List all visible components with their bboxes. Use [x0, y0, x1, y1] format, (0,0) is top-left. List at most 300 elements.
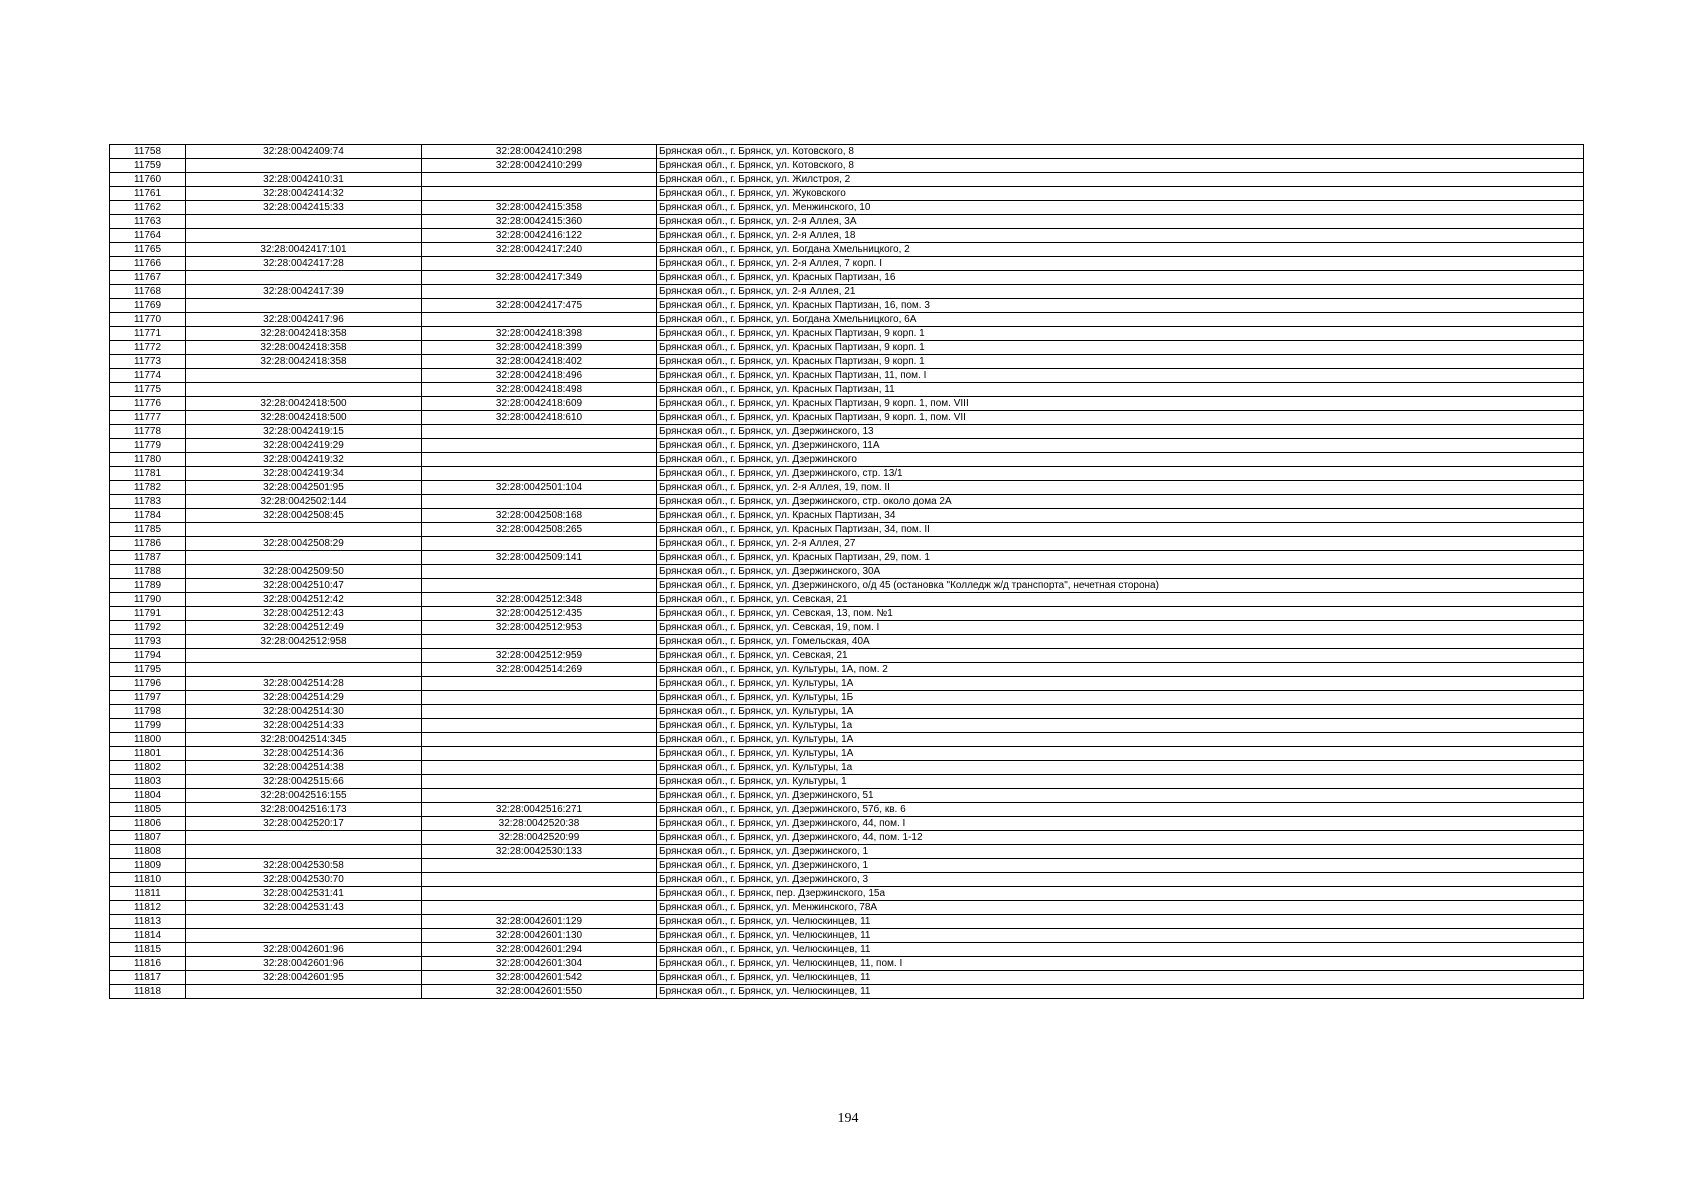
- table-row: [110, 187, 1584, 201]
- table-row: [110, 271, 1584, 285]
- parcel-number-cell: 32:28:0042417:28: [186, 257, 422, 271]
- table-row: [110, 551, 1584, 565]
- table-row: [110, 341, 1584, 355]
- object-number-cell: 32:28:0042512:435: [422, 607, 657, 621]
- table-row: [110, 383, 1584, 397]
- row-number-cell: 11794: [110, 649, 186, 663]
- parcel-number-cell: 32:28:0042530:70: [186, 873, 422, 887]
- parcel-number-cell: 32:28:0042509:50: [186, 565, 422, 579]
- address-cell: Брянская обл., г. Брянск, ул. Красных Партизан, 9 корп. 1, пом. VII: [657, 411, 1584, 425]
- object-number-cell: [422, 761, 657, 775]
- row-number-cell: 11769: [110, 299, 186, 313]
- address-cell: Брянская обл., г. Брянск, ул. Красных Партизан, 16: [657, 271, 1584, 285]
- parcel-number-cell: [186, 929, 422, 943]
- row-number-cell: 11771: [110, 327, 186, 341]
- address-cell: Брянская обл., г. Брянск, ул. Красных Партизан, 9 корп. 1: [657, 355, 1584, 369]
- address-cell: Брянская обл., г. Брянск, ул. Красных Партизан, 9 корп. 1: [657, 341, 1584, 355]
- row-number-cell: 11799: [110, 719, 186, 733]
- parcel-number-cell: [186, 215, 422, 229]
- object-number-cell: 32:28:0042418:609: [422, 397, 657, 411]
- row-number-cell: 11808: [110, 845, 186, 859]
- table-row: [110, 747, 1584, 761]
- object-number-cell: 32:28:0042418:610: [422, 411, 657, 425]
- address-cell: Брянская обл., г. Брянск, ул. Красных Партизан, 11, пом. I: [657, 369, 1584, 383]
- object-number-cell: [422, 789, 657, 803]
- table-row: [110, 593, 1584, 607]
- row-number-cell: 11816: [110, 957, 186, 971]
- object-number-cell: 32:28:0042530:133: [422, 845, 657, 859]
- address-cell: Брянская обл., г. Брянск, ул. Дзержинского, 11А: [657, 439, 1584, 453]
- page-number: 194: [837, 1111, 859, 1126]
- table-row: [110, 215, 1584, 229]
- object-number-cell: [422, 439, 657, 453]
- parcel-number-cell: [186, 159, 422, 173]
- table-row: [110, 635, 1584, 649]
- table-row: [110, 229, 1584, 243]
- table-row: [110, 663, 1584, 677]
- object-number-cell: 32:28:0042417:349: [422, 271, 657, 285]
- address-cell: Брянская обл., г. Брянск, ул. Красных Партизан, 34: [657, 509, 1584, 523]
- parcel-number-cell: 32:28:0042418:500: [186, 397, 422, 411]
- object-number-cell: 32:28:0042418:398: [422, 327, 657, 341]
- object-number-cell: 32:28:0042514:269: [422, 663, 657, 677]
- parcel-number-cell: 32:28:0042514:30: [186, 705, 422, 719]
- parcel-number-cell: 32:28:0042601:96: [186, 957, 422, 971]
- row-number-cell: 11807: [110, 831, 186, 845]
- row-number-cell: 11812: [110, 901, 186, 915]
- address-cell: Брянская обл., г. Брянск, ул. Дзержинского, 57б, кв. 6: [657, 803, 1584, 817]
- address-cell: Брянская обл., г. Брянск, ул. Богдана Хмельницкого, 6А: [657, 313, 1584, 327]
- row-number-cell: 11805: [110, 803, 186, 817]
- row-number-cell: 11773: [110, 355, 186, 369]
- table-row: [110, 887, 1584, 901]
- parcel-number-cell: 32:28:0042508:29: [186, 537, 422, 551]
- table-row: [110, 509, 1584, 523]
- object-number-cell: [422, 313, 657, 327]
- parcel-number-cell: [186, 845, 422, 859]
- object-number-cell: 32:28:0042601:130: [422, 929, 657, 943]
- address-cell: Брянская обл., г. Брянск, ул. Менжинского, 10: [657, 201, 1584, 215]
- parcel-number-cell: 32:28:0042514:345: [186, 733, 422, 747]
- object-number-cell: 32:28:0042601:129: [422, 915, 657, 929]
- parcel-number-cell: 32:28:0042516:155: [186, 789, 422, 803]
- row-number-cell: 11789: [110, 579, 186, 593]
- parcel-number-cell: 32:28:0042419:15: [186, 425, 422, 439]
- row-number-cell: 11815: [110, 943, 186, 957]
- object-number-cell: [422, 887, 657, 901]
- object-number-cell: 32:28:0042417:240: [422, 243, 657, 257]
- address-cell: Брянская обл., г. Брянск, ул. Красных Партизан, 16, пом. 3: [657, 299, 1584, 313]
- address-cell: Брянская обл., г. Брянск, ул. Челюскинцев, 11: [657, 915, 1584, 929]
- object-number-cell: 32:28:0042418:399: [422, 341, 657, 355]
- object-number-cell: [422, 901, 657, 915]
- address-cell: Брянская обл., г. Брянск, ул. Красных Партизан, 11: [657, 383, 1584, 397]
- object-number-cell: [422, 425, 657, 439]
- address-cell: Брянская обл., г. Брянск, ул. 2-я Аллея, 21: [657, 285, 1584, 299]
- object-number-cell: 32:28:0042601:550: [422, 985, 657, 999]
- parcel-number-cell: 32:28:0042418:358: [186, 341, 422, 355]
- object-number-cell: 32:28:0042418:496: [422, 369, 657, 383]
- address-cell: Брянская обл., г. Брянск, ул. Дзержинского, 44, пом. I: [657, 817, 1584, 831]
- parcel-number-cell: 32:28:0042516:173: [186, 803, 422, 817]
- object-number-cell: 32:28:0042601:304: [422, 957, 657, 971]
- address-cell: Брянская обл., г. Брянск, ул. Дзержинского: [657, 453, 1584, 467]
- row-number-cell: 11776: [110, 397, 186, 411]
- object-number-cell: 32:28:0042601:542: [422, 971, 657, 985]
- object-number-cell: [422, 705, 657, 719]
- row-number-cell: 11796: [110, 677, 186, 691]
- parcel-number-cell: [186, 271, 422, 285]
- parcel-number-cell: 32:28:0042410:31: [186, 173, 422, 187]
- parcel-number-cell: 32:28:0042530:58: [186, 859, 422, 873]
- row-number-cell: 11767: [110, 271, 186, 285]
- object-number-cell: 32:28:0042516:271: [422, 803, 657, 817]
- object-number-cell: [422, 635, 657, 649]
- parcel-number-cell: 32:28:0042501:95: [186, 481, 422, 495]
- row-number-cell: 11764: [110, 229, 186, 243]
- row-number-cell: 11786: [110, 537, 186, 551]
- row-number-cell: 11761: [110, 187, 186, 201]
- parcel-number-cell: 32:28:0042418:358: [186, 355, 422, 369]
- table-row: [110, 677, 1584, 691]
- object-number-cell: 32:28:0042508:265: [422, 523, 657, 537]
- object-number-cell: [422, 537, 657, 551]
- object-number-cell: 32:28:0042512:953: [422, 621, 657, 635]
- address-cell: Брянская обл., г. Брянск, ул. Культуры, 1а: [657, 761, 1584, 775]
- row-number-cell: 11795: [110, 663, 186, 677]
- parcel-number-cell: 32:28:0042512:49: [186, 621, 422, 635]
- row-number-cell: 11760: [110, 173, 186, 187]
- table-row: [110, 803, 1584, 817]
- row-number-cell: 11811: [110, 887, 186, 901]
- row-number-cell: 11788: [110, 565, 186, 579]
- address-cell: Брянская обл., г. Брянск, ул. Жуковского: [657, 187, 1584, 201]
- address-cell: Брянская обл., г. Брянск, ул. 2-я Аллея, 3А: [657, 215, 1584, 229]
- table-row: [110, 565, 1584, 579]
- table-row: [110, 761, 1584, 775]
- row-number-cell: 11804: [110, 789, 186, 803]
- row-number-cell: 11817: [110, 971, 186, 985]
- address-cell: Брянская обл., г. Брянск, ул. Челюскинцев, 11: [657, 929, 1584, 943]
- object-number-cell: [422, 677, 657, 691]
- object-number-cell: [422, 859, 657, 873]
- parcel-number-cell: 32:28:0042419:29: [186, 439, 422, 453]
- address-cell: Брянская обл., г. Брянск, ул. 2-я Аллея, 7 корп. I: [657, 257, 1584, 271]
- table-row: [110, 523, 1584, 537]
- row-number-cell: 11758: [110, 145, 186, 159]
- row-number-cell: 11777: [110, 411, 186, 425]
- parcel-number-cell: [186, 985, 422, 999]
- parcel-number-cell: [186, 663, 422, 677]
- object-number-cell: [422, 173, 657, 187]
- table-row: [110, 789, 1584, 803]
- row-number-cell: 11800: [110, 733, 186, 747]
- row-number-cell: 11793: [110, 635, 186, 649]
- address-cell: Брянская обл., г. Брянск, ул. Культуры, 1А: [657, 747, 1584, 761]
- table-row: [110, 579, 1584, 593]
- parcel-number-cell: 32:28:0042419:32: [186, 453, 422, 467]
- parcel-number-cell: [186, 831, 422, 845]
- address-cell: Брянская обл., г. Брянск, ул. Дзержинского, стр. около дома 2А: [657, 495, 1584, 509]
- object-number-cell: 32:28:0042520:99: [422, 831, 657, 845]
- address-cell: Брянская обл., г. Брянск, ул. Культуры, 1Б: [657, 691, 1584, 705]
- object-number-cell: 32:28:0042601:294: [422, 943, 657, 957]
- address-cell: Брянская обл., г. Брянск, ул. Дзержинского, стр. 13/1: [657, 467, 1584, 481]
- table-row: [110, 733, 1584, 747]
- row-number-cell: 11797: [110, 691, 186, 705]
- row-number-cell: 11791: [110, 607, 186, 621]
- object-number-cell: [422, 775, 657, 789]
- object-number-cell: 32:28:0042512:348: [422, 593, 657, 607]
- parcel-number-cell: 32:28:0042514:33: [186, 719, 422, 733]
- object-number-cell: [422, 873, 657, 887]
- table-row: [110, 439, 1584, 453]
- address-cell: Брянская обл., г. Брянск, ул. Культуры, 1А: [657, 677, 1584, 691]
- row-number-cell: 11790: [110, 593, 186, 607]
- parcel-number-cell: 32:28:0042512:43: [186, 607, 422, 621]
- table-row: [110, 719, 1584, 733]
- row-number-cell: 11818: [110, 985, 186, 999]
- address-cell: Брянская обл., г. Брянск, ул. Дзержинского, 51: [657, 789, 1584, 803]
- parcel-number-cell: 32:28:0042531:41: [186, 887, 422, 901]
- parcel-number-cell: 32:28:0042415:33: [186, 201, 422, 215]
- address-cell: Брянская обл., г. Брянск, ул. Челюскинцев, 11: [657, 971, 1584, 985]
- address-cell: Брянская обл., г. Брянск, ул. Культуры, 1: [657, 775, 1584, 789]
- table-row: [110, 915, 1584, 929]
- parcel-number-cell: [186, 649, 422, 663]
- address-cell: Брянская обл., г. Брянск, ул. Челюскинцев, 11: [657, 985, 1584, 999]
- address-cell: Брянская обл., г. Брянск, ул. Котовского, 8: [657, 159, 1584, 173]
- row-number-cell: 11798: [110, 705, 186, 719]
- address-cell: Брянская обл., г. Брянск, ул. Севская, 19, пом. I: [657, 621, 1584, 635]
- object-number-cell: [422, 257, 657, 271]
- row-number-cell: 11801: [110, 747, 186, 761]
- row-number-cell: 11763: [110, 215, 186, 229]
- address-cell: Брянская обл., г. Брянск, ул. Красных Партизан, 9 корп. 1: [657, 327, 1584, 341]
- row-number-cell: 11762: [110, 201, 186, 215]
- object-number-cell: 32:28:0042416:122: [422, 229, 657, 243]
- parcel-number-cell: 32:28:0042601:95: [186, 971, 422, 985]
- parcel-number-cell: 32:28:0042514:28: [186, 677, 422, 691]
- row-number-cell: 11765: [110, 243, 186, 257]
- row-number-cell: 11785: [110, 523, 186, 537]
- address-cell: Брянская обл., г. Брянск, ул. Дзержинского, 1: [657, 845, 1584, 859]
- table-row: [110, 201, 1584, 215]
- address-cell: Брянская обл., г. Брянск, ул. Культуры, 1А: [657, 733, 1584, 747]
- object-number-cell: 32:28:0042415:358: [422, 201, 657, 215]
- parcel-number-cell: 32:28:0042508:45: [186, 509, 422, 523]
- table-row: [110, 859, 1584, 873]
- object-number-cell: [422, 691, 657, 705]
- address-cell: Брянская обл., г. Брянск, ул. Жилстроя, 2: [657, 173, 1584, 187]
- parcel-number-cell: 32:28:0042414:32: [186, 187, 422, 201]
- address-cell: Брянская обл., г. Брянск, ул. Котовского, 8: [657, 145, 1584, 159]
- parcel-number-cell: 32:28:0042418:500: [186, 411, 422, 425]
- object-number-cell: [422, 467, 657, 481]
- table-row: [110, 145, 1584, 159]
- parcel-number-cell: [186, 383, 422, 397]
- parcel-number-cell: 32:28:0042514:38: [186, 761, 422, 775]
- object-number-cell: 32:28:0042415:360: [422, 215, 657, 229]
- object-number-cell: 32:28:0042520:38: [422, 817, 657, 831]
- address-cell: Брянская обл., г. Брянск, ул. Богдана Хмельницкого, 2: [657, 243, 1584, 257]
- cadastral-table: [109, 144, 1584, 999]
- row-number-cell: 11779: [110, 439, 186, 453]
- parcel-number-cell: 32:28:0042419:34: [186, 467, 422, 481]
- row-number-cell: 11810: [110, 873, 186, 887]
- parcel-number-cell: 32:28:0042409:74: [186, 145, 422, 159]
- parcel-number-cell: [186, 299, 422, 313]
- object-number-cell: 32:28:0042410:298: [422, 145, 657, 159]
- address-cell: Брянская обл., г. Брянск, ул. Челюскинцев, 11, пом. I: [657, 957, 1584, 971]
- table-row: [110, 257, 1584, 271]
- address-cell: Брянская обл., г. Брянск, ул. 2-я Аллея, 19, пом. II: [657, 481, 1584, 495]
- object-number-cell: [422, 719, 657, 733]
- parcel-number-cell: [186, 551, 422, 565]
- object-number-cell: 32:28:0042417:475: [422, 299, 657, 313]
- row-number-cell: 11766: [110, 257, 186, 271]
- object-number-cell: 32:28:0042410:299: [422, 159, 657, 173]
- table-row: [110, 537, 1584, 551]
- parcel-number-cell: 32:28:0042512:958: [186, 635, 422, 649]
- row-number-cell: 11813: [110, 915, 186, 929]
- table-row: [110, 453, 1584, 467]
- parcel-number-cell: 32:28:0042417:96: [186, 313, 422, 327]
- row-number-cell: 11774: [110, 369, 186, 383]
- object-number-cell: 32:28:0042512:959: [422, 649, 657, 663]
- address-cell: Брянская обл., г. Брянск, ул. Севская, 21: [657, 649, 1584, 663]
- row-number-cell: 11802: [110, 761, 186, 775]
- table-row: [110, 775, 1584, 789]
- table-row: [110, 467, 1584, 481]
- table-row: [110, 159, 1584, 173]
- table-body: [110, 145, 1584, 999]
- address-cell: Брянская обл., г. Брянск, ул. Дзержинского, 3: [657, 873, 1584, 887]
- parcel-number-cell: 32:28:0042514:36: [186, 747, 422, 761]
- table-row: [110, 285, 1584, 299]
- row-number-cell: 11770: [110, 313, 186, 327]
- object-number-cell: [422, 747, 657, 761]
- row-number-cell: 11775: [110, 383, 186, 397]
- object-number-cell: 32:28:0042508:168: [422, 509, 657, 523]
- address-cell: Брянская обл., г. Брянск, ул. Культуры, 1А, пом. 2: [657, 663, 1584, 677]
- row-number-cell: 11787: [110, 551, 186, 565]
- parcel-number-cell: 32:28:0042417:101: [186, 243, 422, 257]
- parcel-number-cell: 32:28:0042514:29: [186, 691, 422, 705]
- parcel-number-cell: 32:28:0042531:43: [186, 901, 422, 915]
- address-cell: Брянская обл., г. Брянск, ул. Гомельская, 40А: [657, 635, 1584, 649]
- address-cell: Брянская обл., г. Брянск, ул. Дзержинского, о/д 45 (остановка "Колледж ж/д транспорта", нечетная сторона): [657, 579, 1584, 593]
- row-number-cell: 11778: [110, 425, 186, 439]
- row-number-cell: 11759: [110, 159, 186, 173]
- table-row: [110, 705, 1584, 719]
- address-cell: Брянская обл., г. Брянск, ул. 2-я Аллея, 18: [657, 229, 1584, 243]
- object-number-cell: 32:28:0042501:104: [422, 481, 657, 495]
- address-cell: Брянская обл., г. Брянск, ул. Культуры, 1а: [657, 719, 1584, 733]
- parcel-number-cell: 32:28:0042502:144: [186, 495, 422, 509]
- table-row: [110, 327, 1584, 341]
- address-cell: Брянская обл., г. Брянск, ул. Красных Партизан, 29, пом. 1: [657, 551, 1584, 565]
- table-row: [110, 971, 1584, 985]
- parcel-number-cell: 32:28:0042601:96: [186, 943, 422, 957]
- object-number-cell: [422, 495, 657, 509]
- table-row: [110, 943, 1584, 957]
- table-row: [110, 607, 1584, 621]
- table-row: [110, 411, 1584, 425]
- row-number-cell: 11772: [110, 341, 186, 355]
- table-row: [110, 649, 1584, 663]
- row-number-cell: 11768: [110, 285, 186, 299]
- table-row: [110, 621, 1584, 635]
- row-number-cell: 11806: [110, 817, 186, 831]
- object-number-cell: [422, 565, 657, 579]
- parcel-number-cell: 32:28:0042510:47: [186, 579, 422, 593]
- row-number-cell: 11809: [110, 859, 186, 873]
- address-cell: Брянская обл., г. Брянск, ул. Севская, 13, пом. №1: [657, 607, 1584, 621]
- table-row: [110, 817, 1584, 831]
- table-row: [110, 495, 1584, 509]
- parcel-number-cell: 32:28:0042520:17: [186, 817, 422, 831]
- row-number-cell: 11782: [110, 481, 186, 495]
- row-number-cell: 11780: [110, 453, 186, 467]
- parcel-number-cell: [186, 369, 422, 383]
- table-row: [110, 929, 1584, 943]
- parcel-number-cell: [186, 915, 422, 929]
- table-row: [110, 845, 1584, 859]
- object-number-cell: 32:28:0042509:141: [422, 551, 657, 565]
- parcel-number-cell: [186, 229, 422, 243]
- row-number-cell: 11792: [110, 621, 186, 635]
- object-number-cell: [422, 285, 657, 299]
- object-number-cell: 32:28:0042418:498: [422, 383, 657, 397]
- object-number-cell: 32:28:0042418:402: [422, 355, 657, 369]
- table-row: [110, 691, 1584, 705]
- table-row: [110, 957, 1584, 971]
- table-row: [110, 831, 1584, 845]
- address-cell: Брянская обл., г. Брянск, пер. Дзержинского, 15а: [657, 887, 1584, 901]
- object-number-cell: [422, 453, 657, 467]
- row-number-cell: 11783: [110, 495, 186, 509]
- parcel-number-cell: 32:28:0042512:42: [186, 593, 422, 607]
- address-cell: Брянская обл., г. Брянск, ул. Красных Партизан, 9 корп. 1, пом. VIII: [657, 397, 1584, 411]
- address-cell: Брянская обл., г. Брянск, ул. Дзержинского, 1: [657, 859, 1584, 873]
- table-row: [110, 355, 1584, 369]
- table-row: [110, 299, 1584, 313]
- row-number-cell: 11803: [110, 775, 186, 789]
- address-cell: Брянская обл., г. Брянск, ул. Челюскинцев, 11: [657, 943, 1584, 957]
- address-cell: Брянская обл., г. Брянск, ул. Красных Партизан, 34, пом. II: [657, 523, 1584, 537]
- address-cell: Брянская обл., г. Брянск, ул. Дзержинского, 30А: [657, 565, 1584, 579]
- table-row: [110, 985, 1584, 999]
- address-cell: Брянская обл., г. Брянск, ул. Менжинского, 78А: [657, 901, 1584, 915]
- row-number-cell: 11814: [110, 929, 186, 943]
- parcel-number-cell: 32:28:0042417:39: [186, 285, 422, 299]
- table-row: [110, 397, 1584, 411]
- table-row: [110, 369, 1584, 383]
- object-number-cell: [422, 187, 657, 201]
- table-row: [110, 243, 1584, 257]
- address-cell: Брянская обл., г. Брянск, ул. Дзержинского, 44, пом. 1-12: [657, 831, 1584, 845]
- table-row: [110, 425, 1584, 439]
- object-number-cell: [422, 579, 657, 593]
- address-cell: Брянская обл., г. Брянск, ул. Дзержинского, 13: [657, 425, 1584, 439]
- address-cell: Брянская обл., г. Брянск, ул. 2-я Аллея, 27: [657, 537, 1584, 551]
- parcel-number-cell: 32:28:0042418:358: [186, 327, 422, 341]
- table-row: [110, 173, 1584, 187]
- table-row: [110, 873, 1584, 887]
- row-number-cell: 11784: [110, 509, 186, 523]
- address-cell: Брянская обл., г. Брянск, ул. Культуры, 1А: [657, 705, 1584, 719]
